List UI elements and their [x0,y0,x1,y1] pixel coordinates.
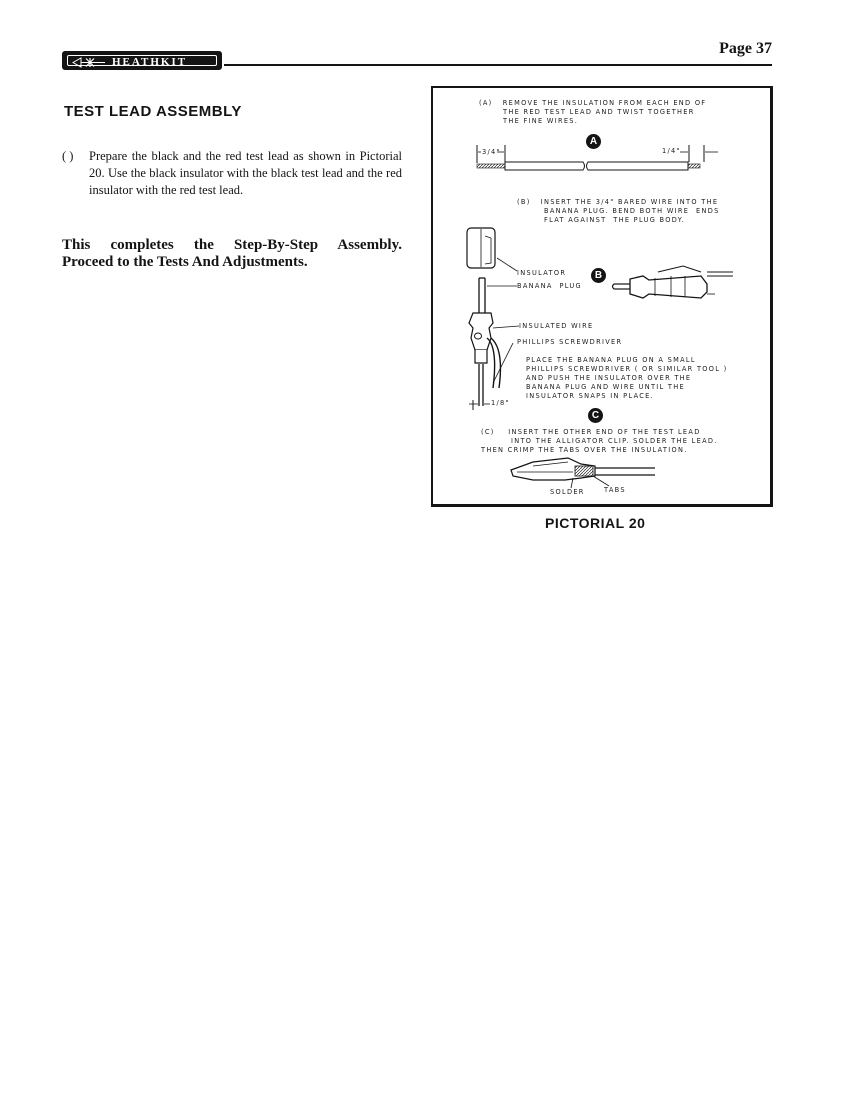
badge-b: B [591,268,606,283]
banana-plug-drawing [613,266,734,298]
part-a-line-1: (A) REMOVE THE INSULATION FROM EACH END OF [479,99,707,107]
pictorial-frame [431,86,773,507]
part-a-line-3: THE FINE WIRES. [503,117,579,125]
part-c-line-3: THEN CRIMP THE TABS OVER THE INSULATION. [481,446,688,454]
heathkit-emblem-icon [72,57,106,68]
part-b-line-2: BANANA PLUG. BEND BOTH WIRE ENDS [544,207,720,215]
assembly-step [62,148,402,199]
step-checkbox[interactable]: ( ) [62,149,74,163]
label-solder: SOLDER [550,488,585,496]
part-b-line-3: FLAT AGAINST THE PLUG BODY. [544,216,686,224]
insulator-drawing [467,228,517,271]
label-insulator: INSULATOR [517,269,567,277]
page-number: Page 37 [719,40,772,57]
pictorial-caption: PICTORIAL 20 [545,515,646,531]
note-line-1: PLACE THE BANANA PLUG ON A SMALL [526,356,696,364]
dim-one-quarter: 1/4" [662,147,681,155]
part-a-line-2: THE RED TEST LEAD AND TWIST TOGETHER [503,108,695,116]
step-text: Prepare the black and the red test lead as shown in Pictorial 20. Use the black insulator with the black test lead and the red insulator with the red test lead. [89,149,402,197]
dim-one-eighth: 1/8" [491,399,510,407]
label-tabs: TABS [604,486,626,494]
pictorial-drawings [433,88,770,504]
label-insulated-wire: INSULATED WIRE [519,322,594,330]
completion-line-2: Proceed to the Tests And Adjustments. [62,254,308,270]
note-line-3: AND PUSH THE INSULATOR OVER THE [526,374,692,382]
dim-three-quarter: 3/4" [482,148,501,156]
logo-frame [67,55,217,66]
label-banana-plug: BANANA PLUG [517,282,582,290]
completion-note [62,237,402,271]
alligator-clip-drawing [511,458,655,488]
label-phillips-screwdriver: PHILLIPS SCREWDRIVER [517,338,623,346]
note-line-5: INSULATOR SNAPS IN PLACE. [526,392,655,400]
part-c-line-2: INTO THE ALLIGATOR CLIP. SOLDER THE LEAD. [511,437,718,445]
brand-name: HEATHKIT [112,56,188,68]
note-line-2: PHILLIPS SCREWDRIVER ( OR SIMILAR TOOL ) [526,365,728,373]
badge-a: A [586,134,601,149]
stripped-test-lead-drawing [477,145,718,170]
header-rule [224,64,772,66]
part-b-line-1: (B) INSERT THE 3/4" BARED WIRE INTO THE [517,198,719,206]
section-title: TEST LEAD ASSEMBLY [64,103,242,120]
part-c-line-1: (C) INSERT THE OTHER END OF THE TEST LEAD [481,428,701,436]
heathkit-logo [62,51,222,70]
plug-on-screwdriver-drawing [469,278,519,410]
completion-line-1: This completes the Step-By-Step Assembly. [62,237,402,253]
note-line-4: BANANA PLUG AND WIRE UNTIL THE [526,383,685,391]
badge-c: C [588,408,603,423]
